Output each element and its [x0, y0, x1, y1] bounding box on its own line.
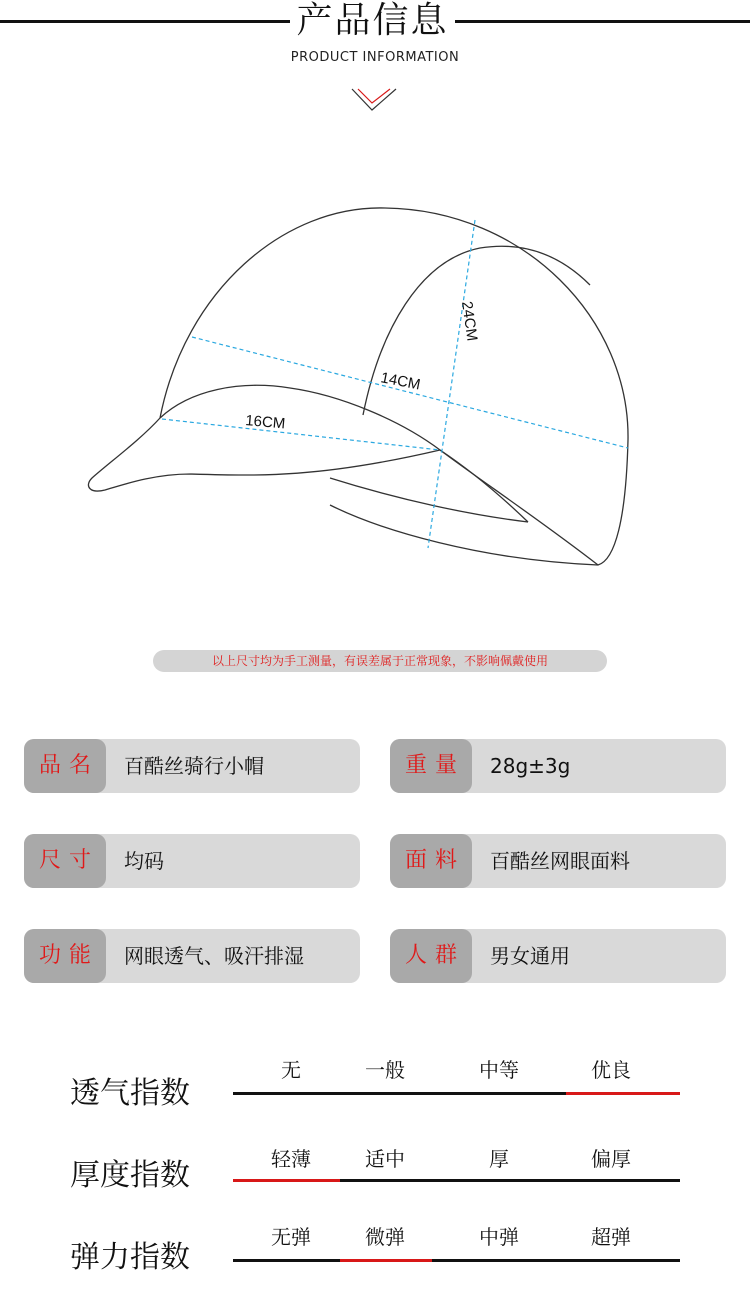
index-option: 适中: [365, 1147, 405, 1171]
measure-depth-line: [192, 337, 628, 448]
index-elasticity: [0, 1218, 750, 1308]
index-option: 无弹: [271, 1225, 311, 1249]
index-option: 偏厚: [591, 1147, 631, 1171]
double-chevron-down-icon: [350, 86, 400, 116]
index-option: 一般: [365, 1058, 405, 1082]
measure-depth-label: 14CM: [379, 369, 422, 394]
index-option: 超弹: [591, 1225, 631, 1249]
spec-weight: [390, 739, 726, 793]
measure-width-label: 16CM: [244, 412, 286, 433]
spec-function: [24, 929, 360, 983]
spec-tag: 功能: [24, 929, 106, 983]
index-option-selected: 轻薄: [271, 1147, 311, 1171]
index-label: 厚度指数: [70, 1158, 190, 1193]
title-rule-left: [0, 20, 290, 23]
index-option: 中弹: [479, 1225, 519, 1249]
spec-tag: 重量: [390, 739, 472, 793]
index-selected-marker: [566, 1092, 680, 1095]
measure-height-line: [428, 220, 475, 548]
index-breathability: [0, 1050, 750, 1140]
spec-tag: 尺寸: [24, 834, 106, 888]
index-selected-marker: [233, 1179, 340, 1182]
index-option-selected: 优良: [591, 1058, 631, 1082]
index-label: 透气指数: [70, 1076, 190, 1111]
spec-tag: 面料: [390, 834, 472, 888]
index-option: 无: [281, 1058, 301, 1082]
index-option: 中等: [479, 1058, 519, 1082]
index-thickness: [0, 1140, 750, 1230]
title-rule-right: [455, 20, 750, 23]
measurement-note: 以上尺寸均为手工测量，有误差属于正常现象，不影响佩戴使用: [153, 650, 607, 672]
spec-value: 百酷丝网眼面料: [490, 849, 630, 873]
page-title: 产品信息: [296, 0, 449, 41]
cap-size-diagram: [60, 180, 700, 600]
spec-tag: 人群: [390, 929, 472, 983]
index-option: 厚: [489, 1147, 509, 1171]
index-selected-marker: [340, 1259, 432, 1262]
spec-value: 28g±3g: [490, 754, 571, 778]
index-scale-line: [233, 1259, 680, 1262]
spec-audience: [390, 929, 726, 983]
index-label: 弹力指数: [70, 1240, 190, 1275]
measure-height-label: 24CM: [458, 300, 481, 343]
spec-tag: 品名: [24, 739, 106, 793]
spec-fabric: [390, 834, 726, 888]
header: [0, 0, 750, 50]
spec-value: 网眼透气、吸汗排湿: [124, 944, 304, 968]
spec-value: 均码: [124, 849, 164, 873]
spec-size: [24, 834, 360, 888]
page-subtitle: PRODUCT INFORMATION: [290, 50, 460, 65]
index-option-selected: 微弹: [365, 1225, 405, 1249]
spec-name: [24, 739, 360, 793]
spec-value: 男女通用: [490, 944, 570, 968]
spec-value: 百酷丝骑行小帽: [124, 754, 264, 778]
